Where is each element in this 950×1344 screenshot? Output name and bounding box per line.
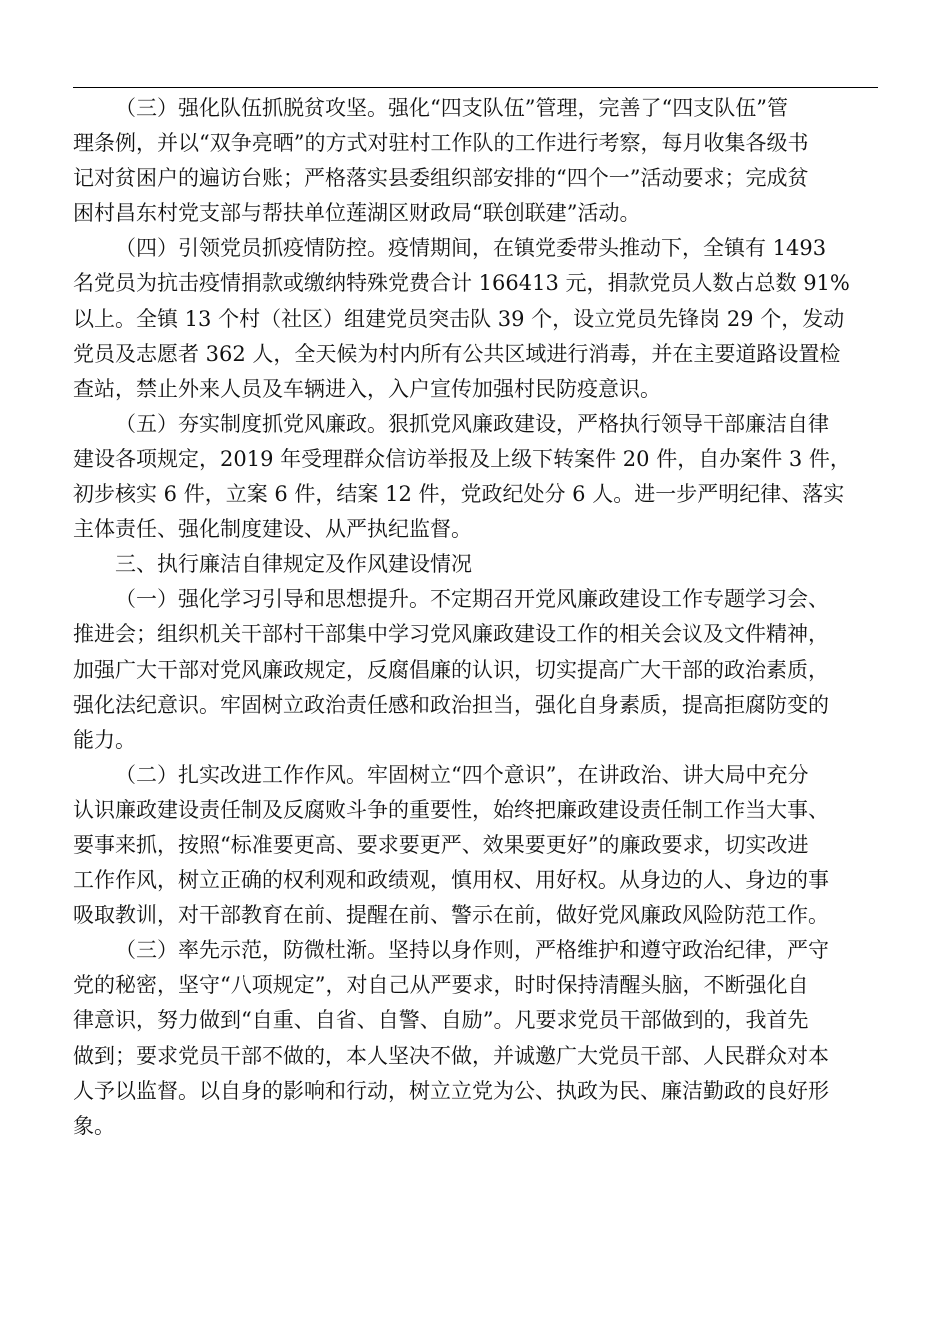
paragraph-epidemic-control: （四）引领党员抓疫情防控。疫情期间，在镇党委带头推动下，全镇有 1493 名党员为抗击疫情捐款或缴纳特殊党费合计 166413 元，捐款党员人数占总数 91% 以上。全镇 13 个村（社区）组建党员突击队 39 个，设立党员先锋岗 29 个，发动 党员及志愿者 362 人，全天候为村内所有公共区域进行消毒，并在主要道路设置检 查站，禁止外来人员及车辆进入，入户宣传加强村民防疫意识。 [73, 236, 850, 401]
header-rule [73, 87, 878, 88]
document-page [73, 0, 878, 1344]
section-heading-integrity: 三、执行廉洁自律规定及作风建设情况 [115, 552, 472, 577]
paragraph-work-style: （二）扎实改进工作作风。牢固树立“四个意识”，在讲政治、讲大局中充分 认识廉政建设责任制及反腐败斗争的重要性，始终把廉政建设责任制工作当大事、 要事来抓，按照“标准要更高、要求要更严、效果要更好”的廉政要求，切实改进 工作作风，树立正确的权利观和政绩观，慎用权、用好权。从身边的人、身边的事 吸取教训，对干部教育在前、提醒在前、警示在前，做好党风廉政风险防范工作。 [73, 762, 829, 928]
paragraph-lead-by-example: （三）率先示范，防微杜渐。坚持以身作则，严格维护和遵守政治纪律，严守 党的秘密，坚守“八项规定”，对自己从严要求，时时保持清醒头脑，不断强化自 律意识，努力做到“自重、自省、自警、自励”。凡要求党员干部做到的，我首先 做到；要求党员干部不做的，本人坚决不做，并诚邀广大党员干部、人民群众对本 人予以监督。以自身的影响和行动，树立立党为公、执政为民、廉洁勤政的良好形 象。 [73, 938, 829, 1138]
paragraph-study-guidance: （一）强化学习引导和思想提升。不定期召开党风廉政建设工作专题学习会、 推进会；组织机关干部村干部集中学习党风廉政建设工作的相关会议及文件精神， 加强广大干部对党风廉政规定，反腐倡廉的认识，切实提高广大干部的政治素质， 强化法纪意识。牢固树立政治责任感和政治担当，强化自身素质，提高拒腐防变的 能力。 [73, 587, 829, 752]
document-body [73, 91, 878, 1144]
paragraph-party-discipline: （五）夯实制度抓党风廉政。狠抓党风廉政建设，严格执行领导干部廉洁自律 建设各项规定，2019 年受理群众信访举报及上级下转案件 20 件，自办案件 3 件， 初步核实 6 件，立案 6 件，结案 12 件，党政纪处分 6 人。进一步严明纪律、落实 主体责任、强化制度建设、从严执纪监督。 [73, 411, 851, 542]
paragraph-team-poverty: （三）强化队伍抓脱贫攻坚。强化“四支队伍”管理，完善了“四支队伍”管 理条例，并以“双争亮晒”的方式对驻村工作队的工作进行考察，每月收集各级书 记对贫困户的遍访台账；严格落实县委组织部安排的“四个一”活动要求；完成贫 困村昌东村党支部与帮扶单位莲湖区财政局“联创联建”活动。 [73, 96, 809, 226]
